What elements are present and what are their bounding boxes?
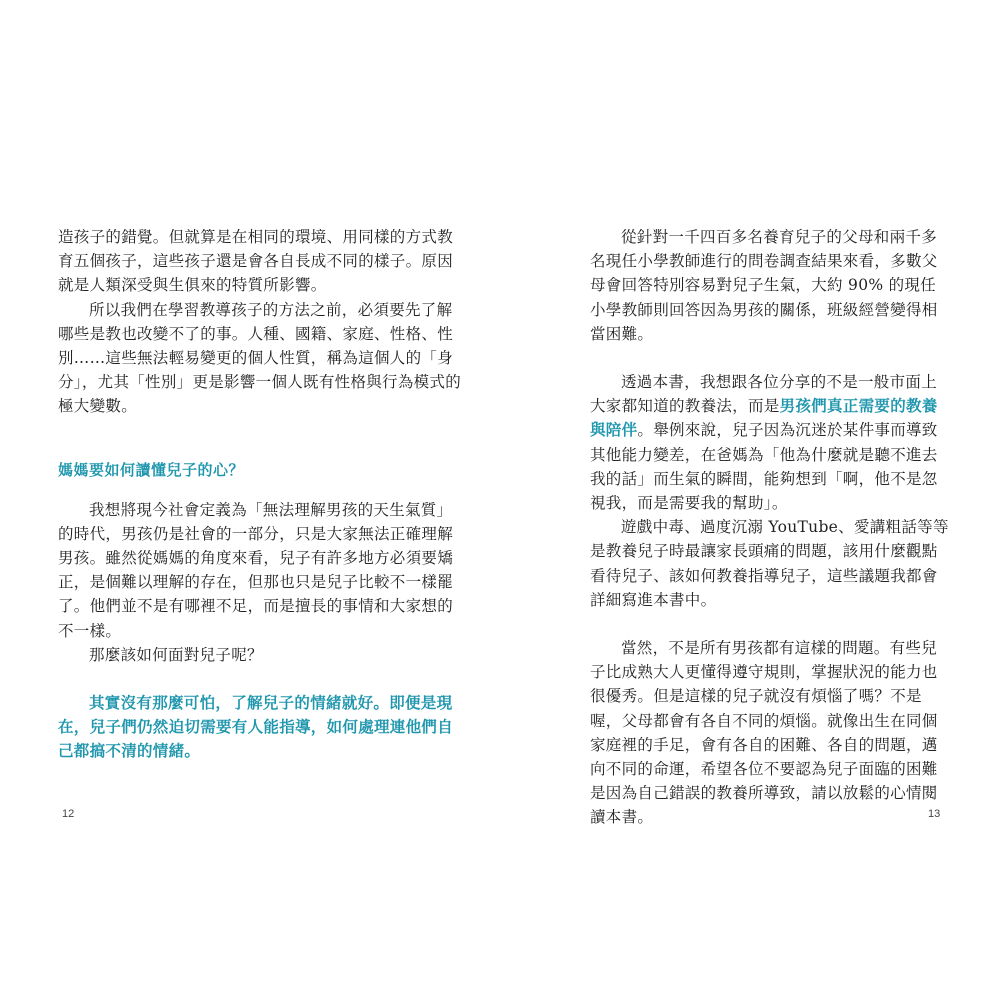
body-paragraph: 從針對一千四百多名養育兒子的父母和兩千多名現任小學教師進行的問卷調查結果來看，多數父母會回答特別容易對兒子生氣，大約 90% 的現任小學教師則回答因為男孩的關係，班級經營變得相當困難。	[590, 228, 938, 343]
page-number-left: 12	[62, 808, 75, 820]
body-paragraph: 造孩子的錯覺。但就算是在相同的環境、用同樣的方式教育五個孩子，這些孩子還是會各自長成不同的樣子。原因就是人類深受與生俱來的特質所影響。	[58, 228, 454, 295]
highlighted-phrase: 男孩們真正需要的教養與陪伴	[590, 396, 938, 440]
left-page	[58, 225, 468, 764]
right-page	[590, 225, 950, 830]
page-number-right: 13	[928, 808, 941, 820]
section-heading: 媽媽要如何讀懂兒子的心？	[58, 460, 245, 479]
paragraph-text: 透過本書，我想跟各位分享的不是一般市面上大家都知道的教養法，而是	[590, 373, 938, 416]
highlight-callout: 其實沒有那麼可怕，了解兒子的情緒就好。即便是現在，兒子們仍然迫切需要有人能指導，如何處理連他們自己都搞不清的情緒。	[58, 693, 454, 761]
body-paragraph: 當然，不是所有男孩都有這樣的問題。有些兒子比成熟大人更懂得遵守規則，掌握狀況的能力也很優秀。但是這樣的兒子就沒有煩惱了嗎？不是喔，父母都會有各自不同的煩惱。就像出生在同個家庭裡的手足，會有各自的困難、各自的問題，邁向不同的命運，希望各位不要認為兒子面臨的困難是因為自己錯誤的教養所導致，請以放鬆的心情閱讀本書。	[590, 639, 938, 827]
body-paragraph	[590, 370, 950, 515]
body-paragraph: 所以我們在學習教導孩子的方法之前，必須要先了解哪些是教也改變不了的事。人種、國籍、家庭、性格、性別……這些無法輕易變更的個人性質，稱為這個人的「身分」，尤其「性別」更是影響一個人既有性格與行為模式的極大變數。	[58, 300, 462, 416]
paragraph-text: 。舉例來說，兒子因為沉迷於某件事而導致其他能力變差，在爸媽為「他為什麼就是聽不進去我的話」而生氣的瞬間，能夠想到「啊，他不是忽視我，而是需要我的幫助」。	[590, 421, 938, 513]
body-paragraph: 遊戲中毒、過度沉溺 YouTube、愛講粗話等等是教養兒子時最讓家長頭痛的問題，該用什麼觀點看待兒子、該如何教養指導兒子，這些議題我都會詳細寫進本書中。	[590, 518, 949, 609]
body-paragraph: 我想將現今社會定義為「無法理解男孩的天生氣質」的時代，男孩仍是社會的一部分，只是大家無法正確理解男孩。雖然從媽媽的角度來看，兒子有許多地方必須要矯正，是個難以理解的存在，但那也只是兒子比較不一樣罷了。他們並不是有哪裡不足，而是擅長的事情和大家想的不一樣。	[58, 500, 454, 640]
body-paragraph: 那麼該如何面對兒子呢？	[89, 645, 263, 664]
